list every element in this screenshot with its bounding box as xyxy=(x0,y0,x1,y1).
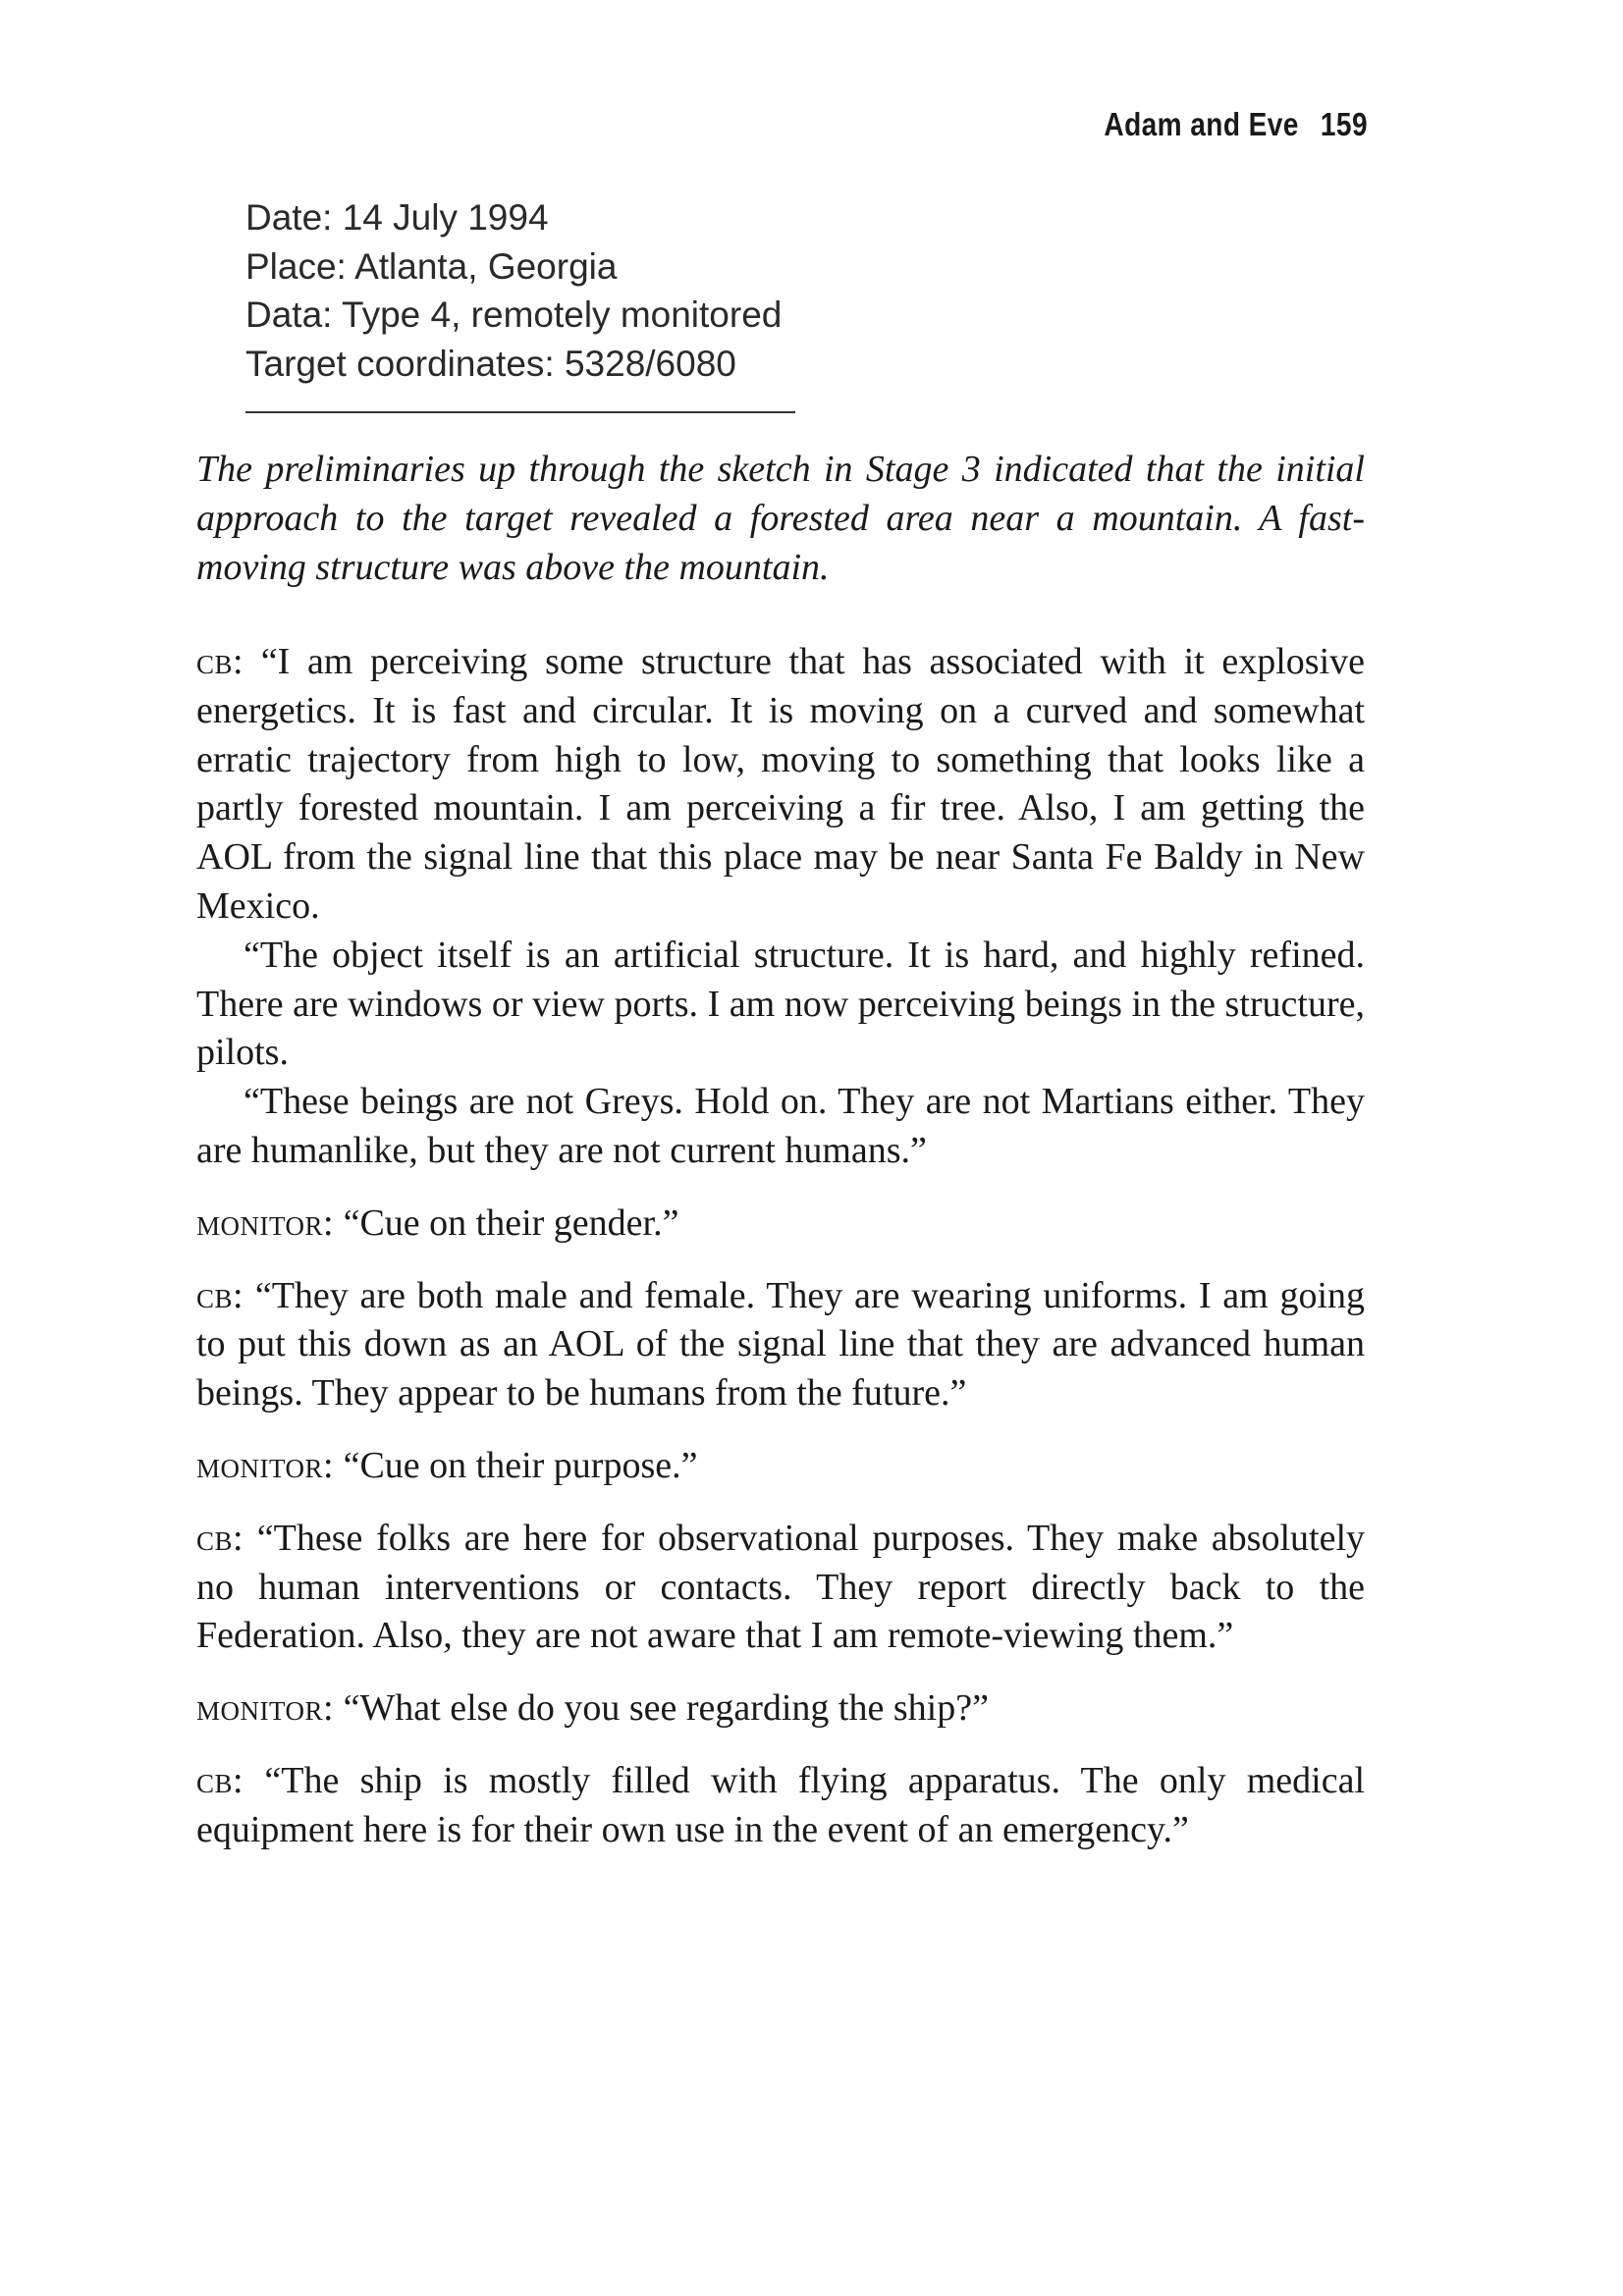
speaker-label: monitor: xyxy=(196,1444,335,1486)
paragraph-text: “They are both male and female. They are wearing uniforms. I am going to put this down as an AOL of the signal line that they are advanced human beings. They appear to be humans from the future.” xyxy=(196,1274,1366,1415)
speaker-label: monitor: xyxy=(196,1201,335,1244)
transcript-paragraph xyxy=(196,1757,1365,1855)
paragraph-text: “The ship is mostly filled with flying apparatus. The only medical equipment here is for their own use in the event of an emergency.” xyxy=(196,1759,1366,1850)
paragraph-text: “The object itself is an artificial structure. It is hard, and highly refined. There are windows or view ports. I am now perceiving beings in the structure, pilots. xyxy=(196,934,1365,1074)
transcript-paragraph xyxy=(196,932,1365,1078)
session-data-type: Data: Type 4, remotely monitored xyxy=(245,294,783,335)
speaker-label: cb: xyxy=(196,641,244,682)
speaker-label: cb: xyxy=(196,1517,244,1559)
session-place: Place: Atlanta, Georgia xyxy=(245,245,618,287)
page-number: 159 xyxy=(1320,106,1368,142)
speaker-label: monitor: xyxy=(196,1687,335,1730)
transcript-paragraph xyxy=(196,1684,1365,1734)
paragraph-text: “I am perceiving some structure that has associated with it explosive energetics. It is fast and circular. It is moving on a curved and somewhat erratic trajectory from high to low, moving to something that looks like a partly forested mountain. I am perceiving a fir tree. Also, I am getting the AOL from the signal line that this place may be near Santa Fe Baldy in New Mexico. xyxy=(196,641,1365,927)
header-divider xyxy=(245,411,795,413)
transcript-paragraph xyxy=(196,1515,1365,1661)
speaker-label: cb: xyxy=(196,1274,244,1316)
session-date: Date: 14 July 1994 xyxy=(245,197,549,238)
paragraph-text: “These beings are not Greys. Hold on. They are not Martians either. They are humanlike, but they are not current humans.” xyxy=(196,1081,1365,1171)
paragraph-text: “Cue on their gender.” xyxy=(343,1201,679,1244)
paragraph-text: “What else do you see regarding the ship?” xyxy=(343,1687,989,1730)
speaker-label: cb: xyxy=(196,1759,244,1801)
page-body xyxy=(196,445,1365,1855)
paragraph-text: “Cue on their purpose.” xyxy=(343,1444,698,1486)
transcript-paragraph xyxy=(196,638,1365,932)
summary-paragraph: The preliminaries up through the sketch in Stage 3 indicated that the initial approach to the target revealed a forested area near a mountain. A fast-moving structure was above the mountain. xyxy=(196,449,1365,588)
session-target-coordinates: Target coordinates: 5328/6080 xyxy=(245,343,736,384)
transcript-paragraph xyxy=(196,1442,1365,1491)
transcript-paragraph xyxy=(196,1200,1365,1249)
paragraph-text: “These folks are here for observational purposes. They make absolutely no human interventions or contacts. They report directly back to the Federation. Also, they are not aware that I am remote-viewing them.” xyxy=(196,1517,1366,1657)
transcript-paragraph xyxy=(196,1272,1365,1418)
running-head-title: Adam and Eve xyxy=(1104,106,1299,142)
running-head xyxy=(1104,106,1368,143)
transcript-paragraph xyxy=(196,1078,1365,1176)
session-header xyxy=(245,193,782,388)
